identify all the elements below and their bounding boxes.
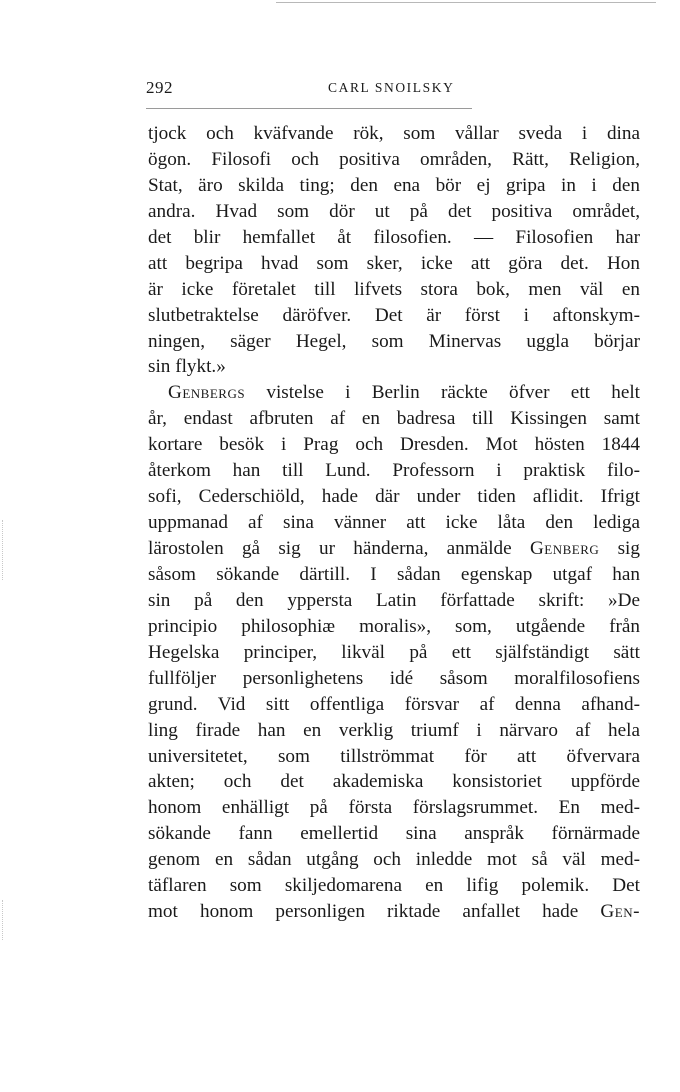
text-line: universitetet, som tillströmmat för att öfvervara <box>148 745 640 767</box>
text-line: uppmanad af sina vänner att icke låta den lediga <box>148 512 640 534</box>
text-line: sofi, Cederschiöld, hade där under tiden aflidit. Ifrigt <box>148 486 640 508</box>
text-line: återkom han till Lund. Professorn i praktisk filo- <box>148 460 640 482</box>
page-header <box>146 78 640 100</box>
text-line: är icke företalet till lifvets stora bok, men väl en <box>148 278 640 300</box>
text-line: sin på den yppersta Latin författade skrift: »De <box>148 589 640 611</box>
text-line: slutbetraktelse däröfver. Det är först i aftonskym- <box>148 304 640 326</box>
text-line: Genbergs vistelse i Berlin räckte öfver ett helt <box>168 382 640 404</box>
text-line: tjock och kväfvande rök, som vållar sveda i dina <box>148 123 640 144</box>
text-line: mot honom personligen riktade anfallet hade Gen- <box>148 901 640 923</box>
name-genberg: Genberg <box>529 538 600 559</box>
top-edge-rule <box>276 2 656 3</box>
text-line: honom enhälligt på första förslagsrummet. En med- <box>148 797 640 819</box>
text-line: genom en sådan utgång och inledde mot så väl med- <box>148 849 640 871</box>
paragraph-2 <box>148 380 640 925</box>
text-line: grund. Vid sitt offentliga försvar af denna afhand- <box>148 693 640 715</box>
margin-speck <box>2 900 3 940</box>
text-line: ningen, säger Hegel, som Minervas uggla börjar <box>148 330 640 352</box>
text-line: sin flykt.» <box>148 356 226 378</box>
paragraph-1 <box>148 121 640 380</box>
text-line: lärostolen gå sig ur händerna, anmälde Genberg sig <box>148 538 640 559</box>
name-genberg: Gen- <box>600 901 640 923</box>
header-rule <box>146 108 472 109</box>
text-line: kortare besök i Prag och Dresden. Mot hösten 1844 <box>148 434 640 456</box>
text-line: år, endast afbruten af en badresa till Kissingen samt <box>148 408 640 430</box>
text-line: det blir hemfallet åt filosofien. — Filosofien har <box>148 226 640 248</box>
text-line: Hegelska principer, likväl på ett själfständigt sätt <box>148 641 640 663</box>
body-text <box>148 121 640 925</box>
running-head: CARL SNOILSKY <box>328 80 455 95</box>
text-line: principio philosophiæ moralis», som, utgående från <box>148 615 640 637</box>
name-genberg: Genbergs <box>168 382 246 404</box>
text-line: andra. Hvad som dör ut på det positiva området, <box>148 200 640 222</box>
text-line: akten; och det akademiska konsistoriet uppförde <box>148 771 640 793</box>
text-line: ling firade han en verklig triumf i närvaro af hela <box>148 719 640 741</box>
page-number: 292 <box>146 78 173 97</box>
text-line: ögon. Filosofi och positiva områden, Rätt, Religion, <box>148 148 640 170</box>
text-line: täflaren som skiljedomarena en lifig polemik. Det <box>148 875 640 897</box>
text-line: såsom sökande därtill. I sådan egenskap utgaf han <box>148 563 640 585</box>
text-line: att begripa hvad som sker, icke att göra det. Hon <box>148 252 640 274</box>
margin-speck <box>2 520 3 580</box>
text-line: Stat, äro skilda ting; den ena bör ej gripa in i den <box>148 174 640 196</box>
text-line: fullföljer personlighetens idé såsom moralfilosofiens <box>148 667 640 689</box>
text-line: sökande fann emellertid sina anspråk förnärmade <box>148 823 640 845</box>
